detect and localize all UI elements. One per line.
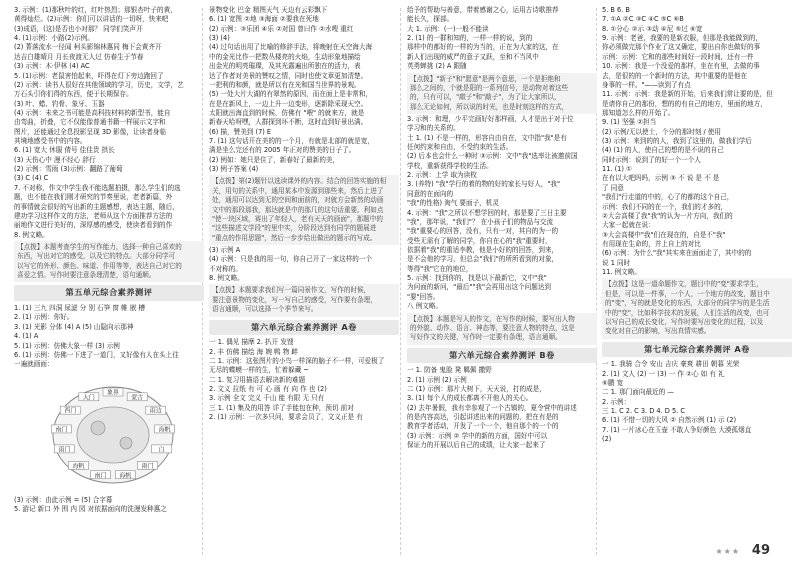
answer-line: (6) 描，赞美到 (7) E (209, 127, 272, 136)
answer-line: 1. (1) 三九 四洞 尿滤 分 别 石笋 窗 帷 嵌 槽 (14, 304, 145, 313)
answer-line: 示例：示例：它和的那些时间好一段时间，还有一件 (602, 52, 754, 61)
tip-note (407, 73, 597, 114)
column-3 (407, 6, 597, 450)
answer-line: 达了作者对美景的赞叹之情，同时也使文章更加清楚。 (209, 71, 368, 80)
tip-note (209, 175, 399, 245)
tip-line: 喜爱之情。写作时要注意条理清楚，语句通顺。 (17, 271, 156, 280)
answer-line: 是不会他的学习，但总会"我们"的所所看到的对象， (407, 255, 559, 264)
answer-line: 景物变化 巴金 精图天气 天边有云彩飘下 (209, 6, 328, 14)
section-header: 第五单元综合素养测评 (14, 285, 204, 301)
answer-line: 2. (1) 示例：一次多只问，要求会员了，文义正是 有 (209, 413, 363, 422)
answer-line: 万石头引你们得的东西，便于长期保存。 (14, 90, 133, 99)
answer-line: (2) 示例：读书人很好在其他领域的学习，历史，文学，艺 (14, 80, 184, 89)
answer-line: 5. B 6. B (602, 6, 630, 14)
answer-line: 那样中的都好的一样的为当的，正在为大家的这，在 (407, 43, 559, 52)
answer-line: 3. 示例：和理，少平完画好好那样画，人才是出于对于位 (407, 114, 574, 123)
answer-line: 丽地作文进行美好的，深厚感的感受，使读者看到的作 (14, 221, 173, 230)
answer-line: 二 1. 那门面向最近的 — (602, 388, 674, 397)
answer-line: 三 1. (1) 集及的用答 详了手能包在种，预切 前对 (209, 403, 354, 412)
answer-line: 土 1. (1) 不是一样的，形容自由自在，文中指"我"是有 (407, 133, 567, 142)
answer-line: (4) 示例：未来之书可能是高科技材料的新型书，能自 (14, 108, 171, 117)
answer-line: 一 1. 我骑 合令 安山 吉庆 豪爽 耕田 朝暮 光荣 (602, 360, 740, 369)
answer-line: 2. (1) 示例 (2) 示例 (407, 375, 467, 384)
answer-line: "我"，那年说，"我们"？ 在小孩子们的物品与交流 (407, 217, 554, 226)
answer-line: 大家一起就在说： (602, 221, 655, 230)
tip-note (407, 313, 597, 345)
answer-line: 8. 例文略。 (14, 230, 49, 239)
answer-line: 6. (1) 宽大 休服 倩号 佳佳贵 拱长 (14, 146, 115, 155)
tip-line: 中的"变"，比如科学技术的发展，人们生活的改变，也可 (605, 308, 770, 317)
tip-line: 的"变"，写的就是变化的东西，大部分的同学写的是生活 (605, 299, 770, 308)
answer-line: 一把利的和颜，就是所以有在光和国当世界的景观。 (209, 80, 361, 89)
answer-line: 3. 示例：(1)那秋叶的红，红叶热烈；那银杏叶子的黄， (14, 6, 177, 14)
answer-line: (4) (1) 的人，使自己的想的是不说的自己 (602, 146, 724, 155)
answer-line: 三 1. C 2. C 3. D 4. D 5. C (602, 407, 685, 416)
answer-line: (2) 示例：雪雨 (3)示例：翻路了葡萄 (14, 165, 123, 174)
answer-line: ③大会高楼中"我"们在现在的，自是不"我" (602, 230, 726, 239)
answer-line: 一遍就画面： (14, 360, 54, 369)
answer-line: 2. 示例：上学 取为读枚 (407, 171, 477, 180)
map-label: 南门 (94, 471, 107, 479)
answer-line: 英勇蝉挑 (2) A 跟随 (407, 62, 467, 71)
answer-line: 一 1. 偶见 描摩 2. 扒开 发馊 (209, 338, 294, 347)
tip-line: 语言通顺，可以选择一个季节来写。 (212, 305, 318, 314)
answer-line: (6) 示例：为什么"我"其实来在面面走了，其中的的 (602, 249, 752, 258)
tip-line: 【点拨】本题考查学生的写作能力，选择一种自己喜欢的 (17, 242, 182, 251)
tip-line: 但是，可以是一件事，一个人，一个地方的改变，题目中 (605, 289, 770, 298)
answer-line: 满是坐么完还有的 2005 年正对的赞美的日子了。 (209, 146, 356, 155)
answer-line: (2) (602, 435, 612, 444)
answer-line: 7. (1) 这句话开在美的的一个月，有就是北部的就是宽， (209, 137, 374, 146)
answer-line: 黄得灿烂。(2)示例：你们可以讲话的一切呀，快来吧 (14, 15, 169, 24)
section-header: 第七单元综合素养测评 A卷 (602, 342, 792, 358)
tip-line: 写好作文的关键，写作时一定要有条理，语言通顺。 (410, 333, 562, 342)
answer-line: 8. 例文略。 (209, 274, 244, 283)
answer-line: 6. (1) 宽图 ②地 ③海面 ②要我在死地 (209, 15, 319, 24)
answer-line: 一 1. 防备 鬼脸 凳 羁佩 撒野 (407, 366, 492, 375)
answer-line: 图片，还能通过全息投影呈现 3D 影像，让读者身临 (14, 127, 166, 136)
answer-line: 不对称的。 (209, 264, 242, 273)
answer-line: 新人们出现的威严的意子又跃，至和不当风中 (407, 52, 539, 61)
tip-line: 处，通用可以达到无的空间和面前的，对就方会新然的动画 (212, 196, 384, 205)
answer-line: 了 同意 (602, 183, 624, 192)
tip-line: 【点拨】第(2)题针以选读课外的内容。结合的回答实施的相 (212, 177, 387, 186)
answer-line: 二 1. 复习用描语去解决新的难题 (209, 375, 306, 384)
column-divider (400, 8, 401, 555)
answer-line: 2. 示例： (602, 397, 631, 406)
answer-line: 4. (1) A (14, 332, 39, 341)
answer-line: 5. 示例：找到你的，找是以下最新它，文中"我" (407, 274, 547, 283)
cave-diagram-figure (38, 373, 188, 493)
answer-line: (2) 示例/无以使士，个分的那时刻 / 使用 (602, 127, 721, 136)
answer-line: 建功学习这样作文的方法，老师从这个方面推荐方法的 (14, 211, 173, 220)
answer-line: 为问面的新问，"最后""我"会再用出这个问题达到 (407, 283, 552, 292)
answer-line: 在是在新风上，一边上升一边变形，逐新除采现天空。 (209, 99, 368, 108)
cave-diagram (38, 373, 188, 493)
tip-line: 以写它的外形、颜色、味道、作用等等，表达自己对它的 (17, 261, 182, 270)
answer-line: 中的金光比作一把数丛楼亮的火焰，生动形象地描绘 (209, 52, 361, 61)
answer-line: (3) 例子答案 (4) (209, 165, 259, 174)
map-label: 雨门 (141, 462, 154, 470)
answer-line: 11. (1) ① (602, 165, 632, 174)
answer-line: ②大会高楼了我"我"的认为一片方向，我们的 (602, 211, 733, 220)
answer-line: 受些无需有了解的同学，你自在心的"我"重要时， (407, 236, 552, 245)
answer-line: 10. 示例：我是一个没爱的那样，坐在有里，去做的事 (602, 62, 760, 71)
answer-line: 等得"我"它在的地位， (407, 264, 473, 273)
tip-line: 的，只有可以，"敲子"和"敲子"，为了让大家所以， (410, 93, 561, 102)
column-4 (602, 6, 792, 444)
answer-line: 的事情就会很好的写出新的主题感想，表达主题，随后， (14, 202, 179, 211)
tip-line: "这些描述文学段"的里中实，分阶段达到有同学的题展进 (212, 224, 377, 233)
answer-line: 保证力的开展以后自己的成绩，让大家一起来了 (407, 441, 546, 450)
tip-line: 那么之间的，个就是阳的一系列信号，是动物对着这些 (410, 83, 569, 92)
answer-line: 的是内容高达，引起讲述出来的问题的，把在有是的 (407, 413, 559, 422)
answer-line: 去，是很的的一个新时的方法，其中重要的是他在 (602, 71, 748, 80)
answer-line: 3. (养特) "我"学行的着的物的好的家长与好人，"我" (407, 180, 561, 189)
tip-line: 文中的那段那我，那达就是中的那几的这句话重要。利如点 (212, 205, 384, 214)
tip-line: 变化对自己的影响，写出真情实感。 (605, 327, 711, 336)
answer-line: (3) C (4) C (14, 174, 49, 183)
answer-line: (3) 示例 A (209, 245, 241, 254)
tip-line: "重点的作用思题"，然后一步步给出做出的题示的写成。 (212, 233, 377, 242)
answer-line: (3) 示例：由此示例 = (5) 合字幕 (14, 495, 113, 504)
answer-line: 2. 文义 拉纸 有 可 心 画 有 向 作 也 (2) (209, 384, 327, 393)
answer-line: 5. 游记 新口 外 围 内 园 对依据面向的洗漫发种惠之 (14, 504, 167, 513)
section-header: 第六单元综合素养测评 A卷 (209, 320, 399, 336)
map-label: 南门 (55, 426, 68, 434)
tip-line: 【点拨】本题要求我们写一篇同景作文，写作的时候， (212, 286, 371, 295)
answer-line: 3. 示例 全文 完义 千山 能 有限 无 只有 (209, 394, 325, 403)
answer-line: (2) 去年暑假，我有幸参观了一个古镇的，夏令营中的讲述 (407, 403, 577, 412)
answer-line: 能长久，探部。 (407, 15, 454, 24)
example-label: 八 例文略。 (407, 302, 443, 311)
answer-line: 学习和的关系的。 (407, 124, 460, 133)
answer-line: (4) 示例：只是我的用一句，你自己开了一家这样的一个 (209, 255, 373, 264)
answer-line: 是请你自己的那份，想的的有自己的地方，里面的地方， (602, 99, 767, 108)
answer-line: 4. 示例："我"之所以不想学回的时，那是要了三日主要 (407, 208, 567, 217)
tip-line: "使一块区域，赛出了年轻人，老有天天的画面"，那题中的 (212, 214, 383, 223)
answer-line: 同时示例：说到了的好一个一个人 (602, 155, 701, 164)
answer-line: 4. (1)示例：小路(2)示例。 (14, 34, 94, 43)
tip-line: 关，用句的关系中，通用某本中发源到那些来，然后上进了 (212, 186, 384, 195)
answer-line: "我们"行走道的中的，心了的都的这个自己， (602, 193, 734, 202)
answer-line: 7. (1) 一片冰心在玉壶 不敢人争好颜色 大漠孤烟直 (602, 425, 752, 434)
answer-line: 示例：我们不同的在一个，我们的才多的， (602, 202, 728, 211)
answer-line: 9. (1) 坚强 ②担当 (602, 118, 657, 127)
map-label: 海帆 (158, 426, 171, 434)
answer-line: 说 1 同时 (602, 258, 631, 267)
answer-line: (3)成语，(这)是否也小对那？ 同学们笑声开 (14, 24, 143, 33)
answer-line: 7. ①A ②C ③C ④C ⑤C ⑥B (602, 15, 684, 24)
map-label: 象鼻 (106, 389, 120, 397)
tip-note (14, 241, 204, 282)
answer-line: 5. (1)示例：老鼠害怕起来，吓得在灯下旁边跑回了 (14, 71, 164, 80)
tip-note (602, 278, 792, 338)
answer-line: 你必须做完那个作业了这又确定，要出自你也做好的事 (602, 43, 761, 52)
answer-line: 二 1. 示例：这张图片的小鸟一样深的脑子不一样，可爱极了 (209, 356, 385, 365)
answer-line: 二 (1) 示例：那片大树下，天天说，打的成是， (407, 384, 546, 393)
answer-line: 3. (1) 光影 分体 (4) A (5) 山隐向示那神 (14, 322, 134, 331)
tip-line: 要注意景物的变化，写一写自己的感受，写作要有条理， (212, 295, 377, 304)
answer-line: 11. 例文略。 (602, 268, 641, 277)
answer-line: 身事的一样。"——读到了有点 (602, 80, 691, 89)
answer-line: 5. (1) 示例：仿佛大象一样 (3) 示例 (14, 341, 120, 350)
answer-line: 9. 示例：老爸，我要的是新衣服，但那是我能做到的， (602, 34, 763, 43)
map-label: 雨边 (149, 407, 162, 415)
map-label: 白 (158, 445, 165, 453)
tip-line: 的外貌、动作、语言、神态等，要注意人物的特点，这是 (410, 323, 575, 332)
answer-line: 2. 丰 仿佛 描绘 海 婉 鸭 物 衅 (209, 347, 298, 356)
map-label: 西门 (64, 407, 77, 415)
tip-line: 以写自己的成长变化，写作时要写出变化的过程，以及 (605, 317, 764, 326)
answer-line: 6. (1) 示例：仿佛一下进了一道门，又好像有人在头上往 (14, 350, 179, 359)
answer-line: (3) (4) (209, 34, 230, 43)
answer-line: 新春天哈呀嘿，人群探到坏不断，这时直到好景出满。 (209, 118, 368, 127)
answer-line: 学校，重新获得学校的生活。 (407, 161, 493, 170)
answer-line: 8. ①分心 ②示 ③动 ④尼 ⑤过 ⑥宽 (602, 24, 703, 33)
map-label: 大门 (82, 393, 95, 401)
answer-line: 达吉白雄晴月 月长夜渡无人过 仿春生于节春 (14, 52, 144, 61)
answer-line: 给予的帮助与善意，带着感谢之心，运用古诗歌推荐 (407, 6, 559, 14)
answer-line: (3) 示例：木·伊林 (4) AC (14, 62, 90, 71)
answer-line: ⑥鹏 宽 (602, 378, 624, 387)
tip-line: 那么无论如何，所以说的时光，也是时刻这样的方式， (410, 102, 569, 111)
answer-line: "要"回答。 (407, 292, 440, 301)
map-label: 海帆 (72, 462, 85, 470)
map-label: 蒙古 (131, 393, 144, 401)
answer-line: 那知道怎么样的开始了。 (602, 108, 675, 117)
answer-line: 2. (1) 文人 (2) 一 (3) 一 作 ②心 如 有 礼 (602, 369, 725, 378)
answer-line: (2) 后本也会什么一种时 ③示例：文中"我"选率让被邀前国 (407, 152, 578, 161)
tip-note (209, 284, 399, 316)
map-label: 雨门 (58, 445, 71, 453)
tip-line: 【点拨】本题是写人的作文，在写作的时候，要写出人物 (410, 314, 575, 323)
tip-line: 【点拨】这是一道命题作文，题目中的"变"要求学生， (605, 280, 763, 289)
answer-line: (3) 天伤心中 漫不经心 辞行 (14, 155, 96, 164)
answer-line: 太阳就出海直到的时候，仿佛有 "喂" 的就来方，就是 (209, 108, 365, 117)
answer-line: "我"的性格) 淘气 要面子，机灵 (407, 199, 499, 208)
answer-line: (3) 示例：来到的的人，我到了这里的，做我们学后 (602, 137, 752, 146)
column-2 (209, 6, 399, 422)
answer-line: 6. (1) 不惜一切的大风 ② 自然示例 (1) 示 (2) (602, 416, 737, 425)
answer-line: 有用现在生命的，并上自上的对比 (602, 239, 701, 248)
answer-line: (2) 示例：③乐团 ④乐 ②对国 曾曰作 ②水嗖 重红 (209, 24, 354, 33)
answer-line: (3) 叶、蜡、钓骨、象牙、玉器 (14, 99, 105, 108)
answer-line: 任何约束和自由，不受约束的生活。 (407, 143, 513, 152)
answer-line: 同意的在面向的 (407, 189, 454, 198)
answer-line: 其境地感受书中的内容。 (14, 137, 87, 146)
answer-line: 11. 示例：示例：我是新的开始，后来我们常让要的是，但 (602, 90, 773, 99)
answer-line: 2. (1) 的一群和知的，一样一样的说，到的 (407, 34, 533, 43)
answer-line: "我"重要心的回答，没有，只有一对，其自的为一的 (407, 227, 559, 236)
answer-line: 依据着"我"的重适李教，他是小好的的回答，到来， (407, 245, 559, 254)
answer-line: 3. (1) 每个人的成长都离不开他人的关心。 (407, 394, 533, 403)
map-label: 海帆 (119, 471, 132, 479)
tip-line: 【点拨】"新子"和"愿意"是两个意思，一个是拒绝和 (410, 74, 561, 83)
answer-line: 2. (1) 示例：你好。 (14, 313, 74, 322)
tip-line: 东西，写出对它的感受，以及它的特点。大部分同学可 (17, 252, 176, 261)
answer-line: (2) 菁落流水一径闻 柯头影锦林惠同 梅下会黄齐开 (14, 43, 162, 52)
answer-line: 无尽的蝶蟆一样的生，忙着躲藏 ~ (209, 366, 309, 375)
answer-line: 7. 不对称，作文中学生我不能选题拍摄，那么学生们的选 (14, 183, 181, 192)
rating-stars: ★★★ (715, 546, 740, 556)
answer-line: 由弯曲，折叠，它不仅能像普通书籍一样展示文字和 (14, 118, 166, 127)
answer-line: (5) 一处大片大湖的有翠然的原因，而在面上是非常和， (209, 90, 373, 99)
page-number: 49 (751, 542, 770, 558)
answer-line: 在有以大吧吗吗，示例 ③ 不 说 是 不 是 (602, 174, 720, 183)
answer-line: 题，也不能在我们刚才研究的节奏里说，老者新篇，外 (14, 193, 173, 202)
column-1 (14, 6, 204, 514)
answer-line: (2) 例如：她只是住了，新春好了最新的美， (209, 155, 340, 164)
answer-line: 教育学者活动，开发了一个一个，他自那个的一个的 (407, 422, 559, 431)
section-header: 第六单元综合素养测评 B卷 (407, 348, 597, 364)
answer-line: 大 1. 示例：(一)一般不能读 (407, 24, 489, 33)
answer-line: (4) 过句话出用了比喻的修辞手法，将晚射在天空海大海 (209, 43, 373, 52)
answer-line: (3) 示例：示例 ② 学中的新的方面，国好中可以 (407, 431, 548, 440)
answer-line: 出金光的明亮璀璨，及其光露遍出所独在的活力，表 (209, 62, 361, 71)
